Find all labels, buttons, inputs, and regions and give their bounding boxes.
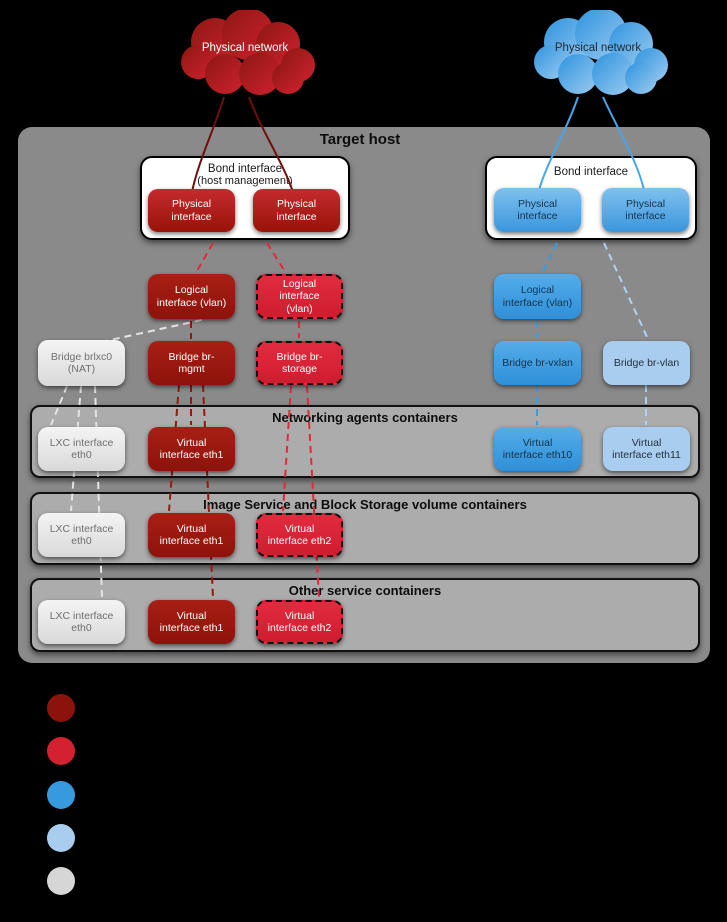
bond-left-subtitle: (host management) (197, 175, 293, 187)
logical-interface-vlan-vxlan: Logical interface (vlan) (494, 274, 581, 319)
bond-left-title: Bond interface (207, 163, 283, 175)
lxc-interface-eth0-s1: LXC interface eth0 (38, 427, 125, 471)
physical-network-cloud-right (523, 10, 673, 105)
virtual-interface-eth1-s3: Virtual interface eth1 (148, 600, 235, 644)
legend-swatch-light-blue (47, 824, 75, 852)
physical-interface-left-1: Physical interface (148, 189, 235, 232)
physical-interface-left-2: Physical interface (253, 189, 340, 232)
virtual-interface-eth10-s1: Virtual interface eth10 (494, 427, 581, 471)
bridge-br-storage: Bridge br-storage (256, 341, 343, 385)
lxc-interface-eth0-s3: LXC interface eth0 (38, 600, 125, 644)
physical-network-cloud-left (170, 10, 320, 105)
section-networking-agents (30, 405, 700, 478)
physical-network-label-left: Physical network (201, 42, 289, 54)
legend-swatch-red (47, 737, 75, 765)
physical-interface-right-2: Physical interface (602, 188, 689, 232)
bridge-br-vxlan: Bridge br-vxlan (494, 341, 581, 385)
section-other-services-title: Other service containers (288, 583, 442, 598)
lxc-interface-eth0-s2: LXC interface eth0 (38, 513, 125, 557)
virtual-interface-eth11-s1: Virtual interface eth11 (603, 427, 690, 471)
virtual-interface-eth1-s2: Virtual interface eth1 (148, 513, 235, 557)
section-other-services (30, 578, 700, 652)
physical-network-label-right: Physical network (554, 42, 642, 54)
bond-right-title: Bond interface (553, 166, 629, 178)
section-image-block-storage-title: Image Service and Block Storage volume containers (203, 497, 527, 512)
bridge-br-mgmt: Bridge br-mgmt (148, 341, 235, 385)
section-networking-agents-title: Networking agents containers (272, 410, 458, 425)
bridge-br-vlan: Bridge br-vlan (603, 341, 690, 385)
legend-swatch-dark-red (47, 694, 75, 722)
legend-swatch-light-gray (47, 867, 75, 895)
logical-interface-vlan-storage: Logical interface (vlan) (256, 274, 343, 319)
physical-interface-right-1: Physical interface (494, 188, 581, 232)
virtual-interface-eth2-s2: Virtual interface eth2 (256, 513, 343, 557)
legend-swatch-blue (47, 781, 75, 809)
target-host-title: Target host (319, 131, 401, 148)
virtual-interface-eth1-s1: Virtual interface eth1 (148, 427, 235, 471)
bridge-brlxc0-nat: Bridge brlxc0 (NAT) (38, 340, 125, 386)
virtual-interface-eth2-s3: Virtual interface eth2 (256, 600, 343, 644)
section-image-block-storage (30, 492, 700, 565)
logical-interface-vlan-mgmt: Logical interface (vlan) (148, 274, 235, 319)
